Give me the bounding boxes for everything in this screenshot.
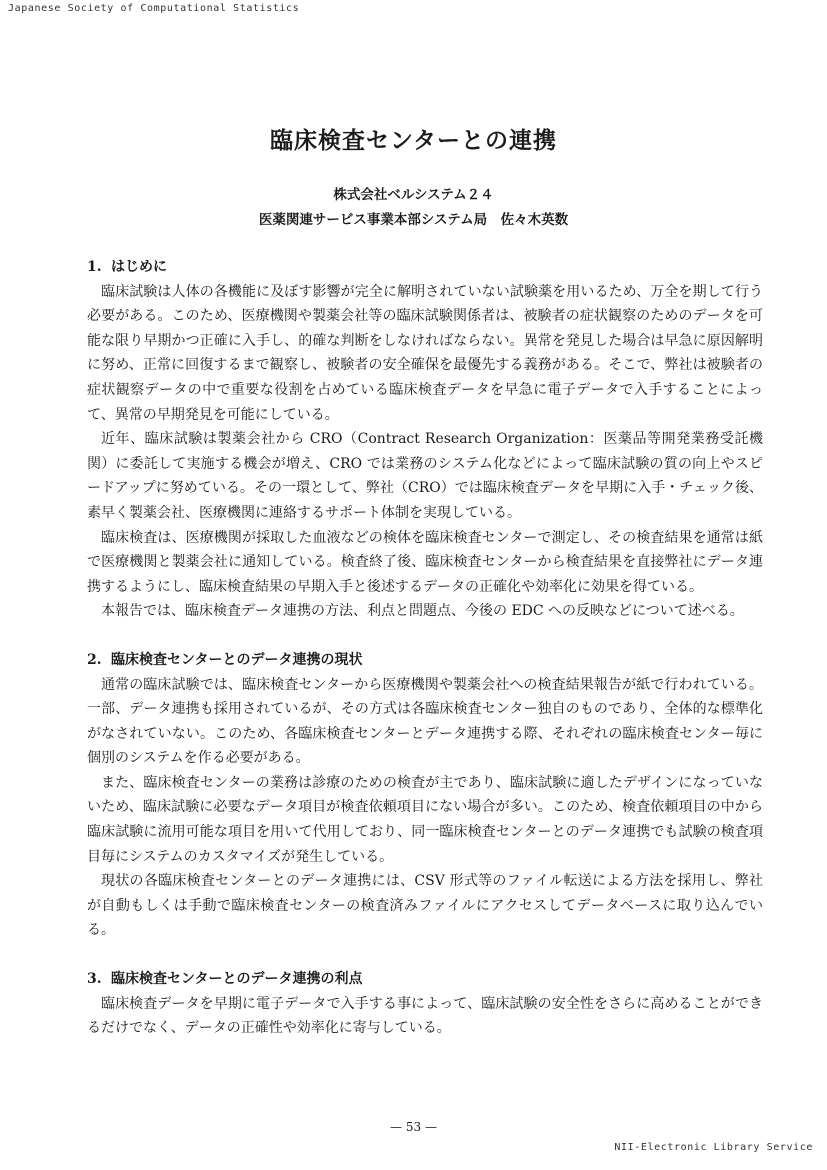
page-title: 臨床検査センターとの連携 (269, 127, 558, 154)
footer-note: NII-Electronic Library Service (614, 1142, 813, 1153)
header-note: Japanese Society of Computational Statistics (8, 3, 300, 14)
page-number: — 53 — (390, 1120, 437, 1134)
affiliation-company: 株式会社ベルシステム２４ (333, 187, 494, 203)
section-title: 臨床検査センターとのデータ連携の利点 (111, 971, 363, 988)
section-heading (87, 967, 763, 992)
paragraph: 本報告では、臨床検査データ連携の方法、利点と問題点、今後の EDC への反映などについて述べる。 (101, 603, 744, 620)
section-number: 2. (87, 651, 102, 668)
section-heading (87, 255, 763, 280)
section-number: 1. (87, 259, 102, 275)
paragraph: 近年、臨床試験は製薬会社から CRO（Contract Research Organization：医薬品等開発業務受託機関）に委託して実施する機会が増え、CRO では業務のシステム化などによって臨床試験の質の向上やスピードアップに努めている。その一環として、弊社（CRO）では臨床検査データを早期に入手・チェック後、素早く製薬会社、医療機関に連絡するサポート体制を実現している。 (87, 431, 763, 521)
paragraph: 通常の臨床試験では、臨床検査センターから医療機関や製薬会社への検査結果報告が紙で行われている。一部、データ連携も採用されているが、その方式は各臨床検査センター独自のものであり、全体的な標準化がなされていない。このため、各臨床検査センターとデータ連携する際、それぞれの臨床検査センター毎に個別のシステムを作る必要がある。 (87, 676, 763, 767)
section-number: 3. (87, 971, 102, 988)
paragraph: 現状の各臨床検査センターとのデータ連携には、CSV 形式等のファイル転送による方法を採用し、弊社が自動もしくは手動で臨床検査センターの検査済みファイルにアクセスしてデータベースに取り込んでいる。 (87, 873, 763, 939)
section-title: 臨床検査センターとのデータ連携の現状 (111, 651, 363, 668)
paragraph: また、臨床検査センターの業務は診療のための検査が主であり、臨床試験に適したデザインになっていないため、臨床試験に必要なデータ項目が検査依頼項目にない場合が多い。このため、検査依頼項目の中から臨床試験に流用可能な項目を用いて代用しており、同一臨床検査センターとのデータ連携でも試験の検査項目毎にシステムのカスタマイズが発生している。 (87, 774, 763, 865)
paragraph: 臨床検査データを早期に電子データで入手する事によって、臨床試験の安全性をさらに高めることができるだけでなく、データの正確性や効率化に寄与している。 (87, 995, 763, 1037)
affiliation-author: 医薬関連サービス事業本部システム局 佐々木英数 (258, 212, 569, 228)
body-content (87, 255, 763, 1041)
paragraph: 臨床試験は人体の各機能に及ぼす影響が完全に解明されていない試験薬を用いるため、万全を期して行う必要がある。このため、医療機関や製薬会社等の臨床試験関係者は、被験者の症状観察のためのデータを可能な限り早期かつ正確に入手し、的確な判断をしなければならない。異常を発見した場合は早急に原因解明に努め、正常に回復するまで観察し、被験者の安全確保を最優先する義務がある。そこで、弊社は被験者の症状観察データの中で重要な役割を占めている臨床検査データを早急に電子データで入手することによって、異常の早期発見を可能にしている。 (87, 283, 763, 423)
section-heading (87, 648, 763, 673)
paragraph: 臨床検査は、医療機関が採取した血液などの検体を臨床検査センターで測定し、その検査結果を通常は紙で医療機関と製薬会社に通知している。検査終了後、臨床検査センターから検査結果を直接弊社にデータ連携するようにし、臨床検査結果の早期入手と後述するデータの正確化や効率化に効果を得ている。 (87, 529, 763, 595)
section-title: はじめに (111, 259, 167, 275)
